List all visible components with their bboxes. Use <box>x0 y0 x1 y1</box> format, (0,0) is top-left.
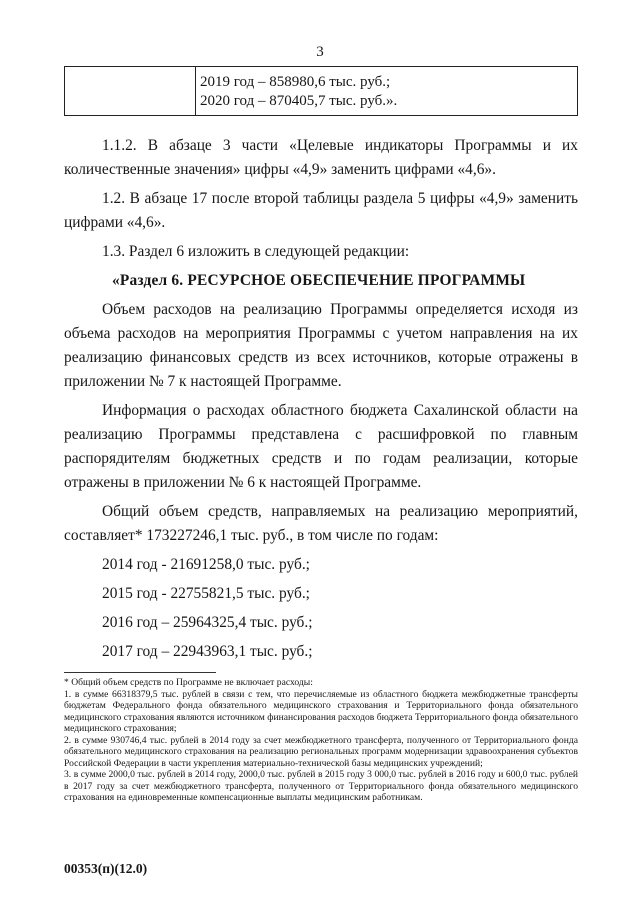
paragraph-volume: Объем расходов на реализацию Программы определяется исходя из объема расходов на мероприятия Программы с учетом направления на их реализацию финансовых средств из всех источников, которые отражены в приложении № 7 к настоящей Программе. <box>64 301 578 390</box>
footnotes <box>64 677 578 804</box>
year-amount-line: 2015 год - 22755821,5 тыс. руб.; <box>102 585 310 602</box>
table-row: 2020 год – 870405,7 тыс. руб.». <box>200 93 398 109</box>
table-row: 2019 год – 858980,6 тыс. руб.; <box>200 74 391 90</box>
amendment-block <box>64 134 578 664</box>
table-right-cell <box>196 67 577 115</box>
paragraph-1-1-2: 1.1.2. В абзаце 3 части «Целевые индикаторы Программы и их количественные значения» цифры «4,9» заменить цифрами «4,6». <box>64 137 578 178</box>
page-number: 3 <box>316 44 324 60</box>
footnote-intro: * Общий объем средств по Программе не включает расходы: <box>64 677 313 688</box>
footnote-divider <box>64 672 216 673</box>
paragraph-1-3: 1.3. Раздел 6 изложить в следующей редакции: <box>102 243 410 260</box>
document-code: 00353(п)(12.0) <box>64 861 148 876</box>
year-amount-line: 2017 год – 22943963,1 тыс. руб.; <box>102 643 313 660</box>
paragraph-1-2: 1.2. В абзаце 17 после второй таблицы раздела 5 цифры «4,9» заменить цифрами «4,6». <box>64 190 578 231</box>
paragraph-info: Информация о расходах областного бюджета Сахалинской области на реализацию Программы представлена с расшифровкой по главным распорядителям бюджетных средств и по годам реализации, которые отражены в приложении № 6 к настоящей Программе. <box>64 402 578 491</box>
footnote-item: 1. в сумме 66318379,5 тыс. рублей в связи с тем, что перечисляемые из областного бюджета межбюджетные трансферты бюджетам Федерального фонда обязательного медицинского страхования и Территориального фонда обязательного медицинского страхования являются источником финансирования расходов бюджета Территориального фонда обязательного медицинского страхования; <box>64 688 578 734</box>
footnote-item: 3. в сумме 2000,0 тыс. рублей в 2014 году, 2000,0 тыс. рублей в 2015 году 3 000,0 тыс. рублей в 2016 году и 600,0 тыс. рублей в 2017 году за счет межбюджетного трансферта, полученного от Территориального фонда обязательного медицинского страхования на единовременные компенсационные выплаты медицинским работникам. <box>64 769 578 803</box>
table-left-cell <box>65 67 196 115</box>
continuation-table <box>64 66 578 116</box>
paragraph-total: Общий объем средств, направляемых на реализацию мероприятий, составляет* 173227246,1 тыс. руб., в том числе по годам: <box>64 503 578 544</box>
footnote-item: 2. в сумме 930746,4 тыс. рублей в 2014 году за счет межбюджетного трансферта, полученного от Территориального фонда обязательного медицинского страхования на реализацию региональных программ модернизации здравоохранения субъектов Российской Федерации в части укрепления материально-технической базы медицинских учреждений; <box>64 734 578 769</box>
section-heading: «Раздел 6. РЕСУРСНОЕ ОБЕСПЕЧЕНИЕ ПРОГРАММЫ <box>112 272 526 289</box>
year-amount-line: 2016 год – 25964325,4 тыс. руб.; <box>102 614 313 631</box>
year-amount-line: 2014 год - 21691258,0 тыс. руб.; <box>102 556 310 573</box>
